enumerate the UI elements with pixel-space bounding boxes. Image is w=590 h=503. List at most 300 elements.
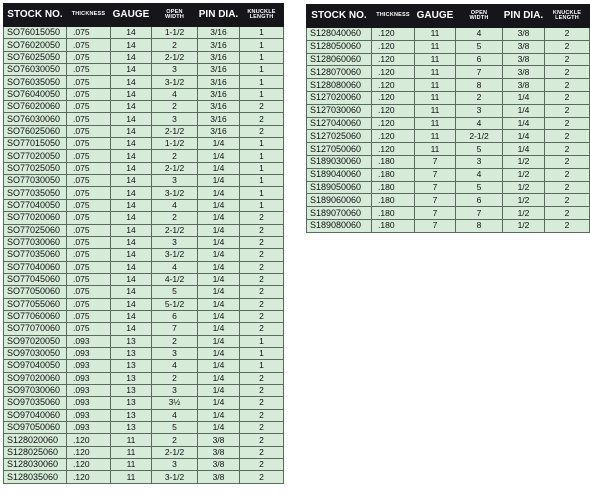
table-row [307,91,590,104]
left-spec-table [3,3,284,484]
pin-dia-cell: 1/4 [198,286,240,298]
open-width-cell: 3 [456,104,503,117]
open-width-cell: 4 [456,28,503,41]
gauge-cell: 14 [111,187,152,199]
thickness-cell: .180 [372,219,415,232]
table-row [307,40,590,53]
pin-dia-cell: 1/4 [198,298,240,310]
gauge-cell: 14 [111,51,152,63]
pin-dia-cell: 1/4 [503,130,545,143]
knuckle-length-cell: 1 [240,27,284,39]
header-open-width-line2: WIDTH [469,15,489,21]
open-width-cell: 2-1/2 [456,130,503,143]
table-row [307,168,590,181]
knuckle-length-cell: 2 [545,155,590,168]
thickness-cell: .120 [372,143,415,156]
thickness-cell: .120 [372,28,415,41]
open-width-cell: 1-1/2 [152,27,198,39]
table-row [4,446,284,458]
stock-no-cell: SO76025050 [4,51,67,63]
right-table-body [307,28,590,233]
gauge-cell: 14 [111,101,152,113]
pin-dia-cell: 3/16 [198,125,240,137]
pin-dia-cell: 1/4 [198,261,240,273]
open-width-cell: 3 [152,459,198,471]
gauge-cell: 14 [111,286,152,298]
knuckle-length-cell: 2 [240,236,284,248]
open-width-cell: 4 [152,409,198,421]
table-row [307,219,590,232]
stock-no-cell: S128080060 [307,79,372,92]
left-header-row [4,4,284,27]
header-knuckle-length-line2: LENGTH [555,15,579,21]
thickness-cell: .075 [67,27,111,39]
knuckle-length-cell: 2 [240,298,284,310]
knuckle-length-cell: 1 [240,175,284,187]
knuckle-length-cell: 2 [545,207,590,220]
table-row [4,471,284,483]
stock-no-cell: SO76035050 [4,76,67,88]
open-width-cell: 2 [152,335,198,347]
thickness-cell: .075 [67,323,111,335]
table-row [4,125,284,137]
table-row [4,335,284,347]
gauge-cell: 14 [111,310,152,322]
thickness-cell: .093 [67,360,111,372]
open-width-cell: 2 [152,434,198,446]
table-row [4,397,284,409]
gauge-cell: 7 [415,194,456,207]
gauge-cell: 14 [111,150,152,162]
stock-no-cell: SO97050060 [4,422,67,434]
knuckle-length-cell: 2 [240,434,284,446]
gauge-cell: 13 [111,384,152,396]
open-width-cell: 5 [456,40,503,53]
header-open-width-line2: WIDTH [164,14,185,20]
table-row [4,249,284,261]
header-thickness: THICKNESS [372,5,415,28]
pin-dia-cell: 3/16 [198,88,240,100]
open-width-cell: 2-1/2 [152,224,198,236]
stock-no-cell: SO77040050 [4,199,67,211]
gauge-cell: 14 [111,298,152,310]
knuckle-length-cell: 2 [240,286,284,298]
thickness-cell: .075 [67,310,111,322]
thickness-cell: .075 [67,138,111,150]
pin-dia-cell: 1/4 [198,273,240,285]
pin-dia-cell: 1/4 [198,138,240,150]
stock-no-cell: S127050060 [307,143,372,156]
open-width-cell: 4-1/2 [152,273,198,285]
table-row [307,66,590,79]
gauge-cell: 14 [111,113,152,125]
pin-dia-cell: 3/8 [503,66,545,79]
table-row [4,224,284,236]
knuckle-length-cell: 2 [545,28,590,41]
pin-dia-cell: 3/16 [198,113,240,125]
stock-no-cell: SO77060060 [4,310,67,322]
knuckle-length-cell: 2 [240,323,284,335]
stock-no-cell: SO76030060 [4,113,67,125]
pin-dia-cell: 1/4 [198,335,240,347]
stock-no-cell: SO77035060 [4,249,67,261]
thickness-cell: .180 [372,181,415,194]
thickness-cell: .093 [67,335,111,347]
open-width-cell: 6 [152,310,198,322]
open-width-cell: 5 [152,286,198,298]
knuckle-length-cell: 2 [240,273,284,285]
knuckle-length-cell: 1 [240,138,284,150]
knuckle-length-cell: 2 [240,471,284,483]
gauge-cell: 11 [415,117,456,130]
gauge-cell: 14 [111,138,152,150]
stock-no-cell: S189080060 [307,219,372,232]
knuckle-length-cell: 2 [240,446,284,458]
gauge-cell: 11 [415,91,456,104]
knuckle-length-cell: 1 [240,76,284,88]
thickness-cell: .120 [372,53,415,66]
thickness-cell: .075 [67,175,111,187]
thickness-cell: .120 [67,446,111,458]
stock-no-cell: SO97040050 [4,360,67,372]
header-thickness: THICKNESS [67,4,111,27]
open-width-cell: 2-1/2 [152,51,198,63]
table-row [4,310,284,322]
table-row [4,175,284,187]
gauge-cell: 7 [415,207,456,220]
table-row [4,372,284,384]
gauge-cell: 11 [415,40,456,53]
gauge-cell: 11 [415,53,456,66]
table-row [4,347,284,359]
pin-dia-cell: 3/8 [503,40,545,53]
knuckle-length-cell: 2 [545,53,590,66]
gauge-cell: 13 [111,347,152,359]
table-row [4,113,284,125]
knuckle-length-cell: 2 [545,117,590,130]
knuckle-length-cell: 1 [240,150,284,162]
gauge-cell: 14 [111,224,152,236]
pin-dia-cell: 1/4 [198,212,240,224]
gauge-cell: 14 [111,199,152,211]
thickness-cell: .093 [67,409,111,421]
stock-no-cell: SO76020060 [4,101,67,113]
stock-no-cell: SO76020050 [4,39,67,51]
thickness-cell: .075 [67,212,111,224]
knuckle-length-cell: 2 [240,409,284,421]
header-knuckle-length [240,4,284,27]
open-width-cell: 1-1/2 [152,138,198,150]
gauge-cell: 14 [111,261,152,273]
stock-no-cell: S189030060 [307,155,372,168]
table-row [4,138,284,150]
pin-dia-cell: 1/2 [503,219,545,232]
stock-no-cell: S127040060 [307,117,372,130]
thickness-cell: .093 [67,384,111,396]
stock-no-cell: SO77055060 [4,298,67,310]
pin-dia-cell: 1/4 [198,236,240,248]
open-width-cell: 6 [456,53,503,66]
stock-no-cell: S127030060 [307,104,372,117]
pin-dia-cell: 1/4 [503,143,545,156]
open-width-cell: 2 [152,101,198,113]
table-row [4,39,284,51]
table-row [4,273,284,285]
pin-dia-cell: 1/4 [503,104,545,117]
gauge-cell: 11 [415,79,456,92]
pin-dia-cell: 3/16 [198,27,240,39]
stock-no-cell: SO77025050 [4,162,67,174]
table-row [307,79,590,92]
pin-dia-cell: 1/4 [198,310,240,322]
thickness-cell: .093 [67,372,111,384]
header-open-width-line1: OPEN [166,8,183,15]
knuckle-length-cell: 1 [240,347,284,359]
open-width-cell: 2 [152,150,198,162]
knuckle-length-cell: 1 [240,162,284,174]
stock-no-cell: SO97020060 [4,372,67,384]
stock-no-cell: SO77015050 [4,138,67,150]
stock-no-cell: SO77020060 [4,212,67,224]
pin-dia-cell: 1/4 [198,162,240,174]
pin-dia-cell: 3/8 [198,459,240,471]
pin-dia-cell: 3/8 [198,434,240,446]
table-row [307,117,590,130]
gauge-cell: 14 [111,273,152,285]
thickness-cell: .120 [372,66,415,79]
header-stock-no: STOCK NO. [4,4,67,27]
knuckle-length-cell: 1 [240,51,284,63]
table-row [4,76,284,88]
knuckle-length-cell: 2 [545,91,590,104]
stock-no-cell: S127020060 [307,91,372,104]
knuckle-length-cell: 2 [545,181,590,194]
gauge-cell: 11 [111,459,152,471]
knuckle-length-cell: 2 [240,224,284,236]
pin-dia-cell: 1/4 [198,409,240,421]
stock-no-cell: SO77040060 [4,261,67,273]
open-width-cell: 3 [152,384,198,396]
stock-no-cell: S128030060 [4,459,67,471]
pin-dia-cell: 1/4 [198,347,240,359]
thickness-cell: .180 [372,168,415,181]
gauge-cell: 14 [111,76,152,88]
open-width-cell: 3½ [152,397,198,409]
table-row [4,384,284,396]
gauge-cell: 13 [111,409,152,421]
gauge-cell: 7 [415,155,456,168]
thickness-cell: .075 [67,286,111,298]
pin-dia-cell: 1/4 [198,323,240,335]
open-width-cell: 4 [456,117,503,130]
knuckle-length-cell: 2 [545,143,590,156]
open-width-cell: 7 [456,66,503,79]
stock-no-cell: S128025060 [4,446,67,458]
pin-dia-cell: 3/16 [198,101,240,113]
header-pin-dia: PIN DIA. [198,4,240,27]
thickness-cell: .075 [67,236,111,248]
knuckle-length-cell: 2 [545,79,590,92]
knuckle-length-cell: 2 [240,459,284,471]
gauge-cell: 13 [111,335,152,347]
table-row [307,155,590,168]
knuckle-length-cell: 2 [240,261,284,273]
table-row [4,323,284,335]
thickness-cell: .093 [67,422,111,434]
table-row [4,409,284,421]
knuckle-length-cell: 2 [240,384,284,396]
open-width-cell: 3-1/2 [152,471,198,483]
pin-dia-cell: 1/4 [503,91,545,104]
open-width-cell: 2 [152,372,198,384]
table-row [307,130,590,143]
gauge-cell: 11 [415,143,456,156]
thickness-cell: .180 [372,155,415,168]
pin-dia-cell: 3/16 [198,76,240,88]
table-row [307,28,590,41]
thickness-cell: .120 [67,471,111,483]
open-width-cell: 2-1/2 [152,162,198,174]
open-width-cell: 2-1/2 [152,446,198,458]
header-knuckle-length-line1: KNUCKLE [247,8,276,15]
knuckle-length-cell: 1 [240,199,284,211]
knuckle-length-cell: 2 [240,310,284,322]
stock-no-cell: SO97035060 [4,397,67,409]
thickness-cell: .075 [67,150,111,162]
open-width-cell: 2 [456,91,503,104]
knuckle-length-cell: 2 [545,104,590,117]
stock-no-cell: SO76030050 [4,64,67,76]
thickness-cell: .120 [372,104,415,117]
pin-dia-cell: 3/8 [503,53,545,66]
table-row [4,434,284,446]
stock-no-cell: S128070060 [307,66,372,79]
knuckle-length-cell: 2 [240,125,284,137]
table-row [4,422,284,434]
thickness-cell: .075 [67,113,111,125]
knuckle-length-cell: 2 [545,66,590,79]
pin-dia-cell: 3/16 [198,51,240,63]
open-width-cell: 3 [152,64,198,76]
table-row [4,187,284,199]
table-row [4,360,284,372]
stock-no-cell: SO77070060 [4,323,67,335]
thickness-cell: .075 [67,39,111,51]
thickness-cell: .120 [372,130,415,143]
table-row [4,51,284,63]
knuckle-length-cell: 1 [240,187,284,199]
thickness-cell: .093 [67,397,111,409]
stock-no-cell: S189060060 [307,194,372,207]
open-width-cell: 3 [152,113,198,125]
table-row [307,143,590,156]
pin-dia-cell: 1/4 [198,360,240,372]
thickness-cell: .075 [67,261,111,273]
knuckle-length-cell: 2 [240,397,284,409]
thickness-cell: .120 [67,459,111,471]
stock-no-cell: S128040060 [307,28,372,41]
open-width-cell: 5 [152,422,198,434]
gauge-cell: 11 [415,66,456,79]
stock-no-cell: SO77030060 [4,236,67,248]
table-row [307,194,590,207]
pin-dia-cell: 1/2 [503,155,545,168]
thickness-cell: .075 [67,125,111,137]
header-stock-no: STOCK NO. [307,5,372,28]
stock-no-cell: SO77030050 [4,175,67,187]
knuckle-length-cell: 2 [240,422,284,434]
pin-dia-cell: 3/8 [198,446,240,458]
pin-dia-cell: 1/4 [198,187,240,199]
thickness-cell: .075 [67,249,111,261]
stock-no-cell: SO97030050 [4,347,67,359]
pin-dia-cell: 3/16 [198,64,240,76]
open-width-cell: 5-1/2 [152,298,198,310]
knuckle-length-cell: 2 [240,249,284,261]
gauge-cell: 13 [111,397,152,409]
right-spec-table [306,4,590,233]
open-width-cell: 2 [152,39,198,51]
table-row [4,459,284,471]
table-row [4,64,284,76]
gauge-cell: 14 [111,212,152,224]
stock-no-cell: SO77050060 [4,286,67,298]
gauge-cell: 11 [415,130,456,143]
gauge-cell: 7 [415,181,456,194]
open-width-cell: 3-1/2 [152,76,198,88]
pin-dia-cell: 1/4 [198,372,240,384]
gauge-cell: 14 [111,64,152,76]
gauge-cell: 14 [111,88,152,100]
stock-no-cell: S127025060 [307,130,372,143]
open-width-cell: 8 [456,79,503,92]
thickness-cell: .075 [67,51,111,63]
table-row [4,101,284,113]
pin-dia-cell: 1/4 [503,117,545,130]
pin-dia-cell: 1/2 [503,168,545,181]
thickness-cell: .093 [67,347,111,359]
stock-no-cell: S128035060 [4,471,67,483]
pin-dia-cell: 1/2 [503,207,545,220]
table-row [307,104,590,117]
left-table-body [4,27,284,484]
thickness-cell: .075 [67,273,111,285]
stock-no-cell: SO77020050 [4,150,67,162]
stock-no-cell: SO76015050 [4,27,67,39]
gauge-cell: 14 [111,236,152,248]
stock-no-cell: SO76040050 [4,88,67,100]
table-row [307,181,590,194]
pin-dia-cell: 1/4 [198,175,240,187]
table-row [4,88,284,100]
gauge-cell: 14 [111,27,152,39]
knuckle-length-cell: 2 [240,101,284,113]
open-width-cell: 7 [456,207,503,220]
pin-dia-cell: 1/4 [198,384,240,396]
header-gauge: GAUGE [111,4,152,27]
knuckle-length-cell: 2 [545,219,590,232]
gauge-cell: 14 [111,249,152,261]
knuckle-length-cell: 2 [545,168,590,181]
pin-dia-cell: 1/4 [198,224,240,236]
gauge-cell: 14 [111,175,152,187]
knuckle-length-cell: 2 [545,194,590,207]
pin-dia-cell: 1/2 [503,194,545,207]
gauge-cell: 11 [415,28,456,41]
table-row [4,150,284,162]
header-open-width-line1: OPEN [470,9,488,16]
pin-dia-cell: 1/4 [198,150,240,162]
